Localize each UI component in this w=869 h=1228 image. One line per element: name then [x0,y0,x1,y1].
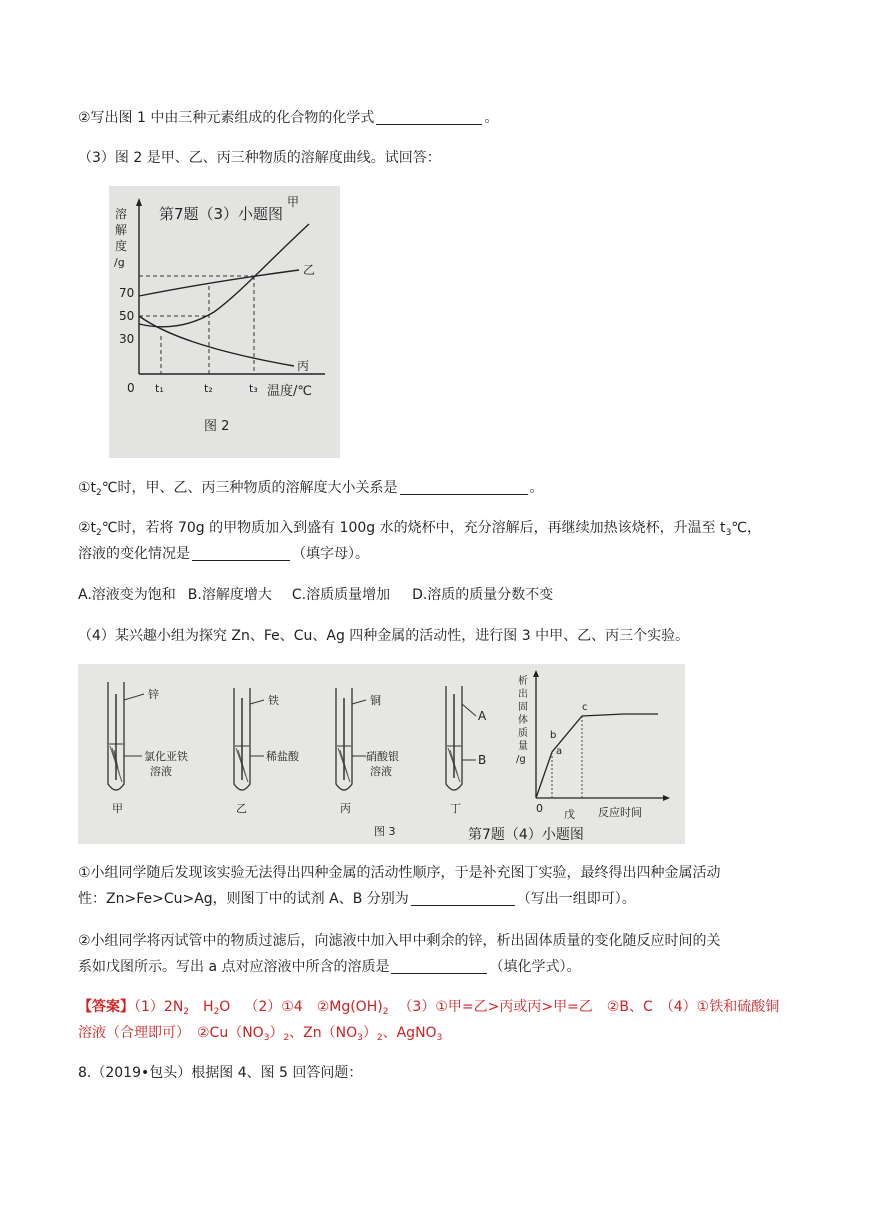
answer-blank[interactable] [376,109,482,125]
question-3-1: $①t_2℃$时，甲、乙、丙三种物质的溶解度大小关系是 。 [78,480,544,498]
figure-3-experiments [78,664,685,844]
option-d: D.溶质的质量分数不变 [412,587,554,603]
x-tick-t1: t₁ [155,382,164,395]
answer-line-1: 【答案】$(1)2N_2$ $H_2O$ （2）①4 $②Mg(OH)_2$ （3）①甲=乙>丙或丙>甲=乙 ②B、C （4）①铁和硫酸铜 [78,999,780,1017]
graph-y-label-char: 出 [518,689,528,700]
y-label-char: 溶 [115,207,128,221]
graph-x-label: 反应时间 [598,806,642,819]
graph-name: 戊 [564,808,575,821]
tube-jia-top-label: 锌 [148,688,159,701]
question-2-2: ②写出图 1 中由三种元素组成的化合物的化学式 。 [78,110,499,126]
curve-jia [139,224,309,327]
figure-2-caption: 图 2 [204,419,230,434]
y-tick-50: 50 [119,309,135,323]
tube-bing-side-label: 硝酸银 [366,750,399,763]
question-3-intro: （3）图 2 是甲、乙、丙三种物质的溶解度曲线。试回答： [78,150,441,166]
graph-y-label-char: /g [516,754,526,765]
tube-jia-name: 甲 [112,802,123,815]
question-4-intro: （4）某兴趣小组为探究 Zn、Fe、Cu、Ag 四种金属的活动性，进行图 3 中甲、乙、丙三个实验。 [78,628,690,644]
tube-jia-side-label-2: 溶液 [150,765,172,778]
figure-3-caption: 图 3 [374,825,396,838]
figure-2-solubility-chart [109,186,340,458]
question-4-1-line1: ①小组同学随后发现该实验无法得出四种金属的活动性顺序，于是补充图丁实验，最终得出四种金属活动 [78,865,721,881]
graph-y-label-char: 体 [518,715,528,726]
question-4-2-line1: ②小组同学将丙试管中的物质过滤后，向滤液中加入甲中剩余的锌，析出固体质量的变化随反应时间的关 [78,933,721,949]
tube-bing-top-label: 铜 [370,694,381,707]
curve-label-bing: 丙 [297,359,310,373]
test-tube-jia [108,682,144,790]
curve-yi [139,270,299,296]
x-tick-t2: t₂ [204,382,213,395]
graph-point-b: b [550,730,557,741]
curve-bing [139,316,294,366]
question-8: 8.（2019•包头）根据图 4、图 5 回答问题： [78,1065,363,1081]
y-label-char: 解 [115,223,128,237]
y-label-char: /g [114,256,125,269]
answer-blank[interactable] [391,958,487,974]
tube-bing-side-label-2: 溶液 [370,765,392,778]
question-3-2-line2: 溶液的变化情况是 （填字母）。 [78,546,369,562]
figure-2-title: 第7题（3）小题图 [158,205,284,223]
answer-blank[interactable] [400,479,528,495]
graph-point-a: a [556,746,563,757]
question-4-2-line2: 系如戊图所示。写出 a 点对应溶液中所含的溶质是 （填化学式）。 [78,959,581,975]
tube-ding-name: 丁 [450,802,461,815]
answer-tag: 【答案】 [78,999,134,1015]
origin-label: 0 [127,381,135,395]
graph-y-label-char: 质 [518,728,528,739]
tube-yi-name: 乙 [236,802,247,815]
option-c: C.溶质质量增加 [291,587,391,603]
test-tube-ding [446,686,476,790]
q2-2-text: ②写出图 1 中由三种元素组成的化合物的化学式 [78,110,375,126]
option-b: B.溶解度增大 [187,587,272,603]
figure-3-title: 第7题（4）小题图 [468,827,584,843]
tube-ding-label-b: B [478,753,487,767]
question-4-1-line2: 性：Zn>Fe>Cu>Ag，则图丁中的试剂 A、B 分别为 （写出一组即可）。 [78,891,636,907]
option-a: A.溶液变为饱和 [78,587,176,603]
y-tick-30: 30 [119,332,135,346]
test-tube-yi [234,688,264,790]
answer-blank[interactable] [411,890,515,906]
answer-line-2: 溶液（合理即可） $②Cu(NO_3)_2$、$Zn(NO_3)_2$、AgNO$_3$ [78,1025,443,1043]
x-tick-t3: t₃ [249,382,258,395]
question-3-2-line1: $②t_2℃$时，若将 70g 的甲物质加入到盛有 100g 水的烧杯中，充分溶解后，再继续加热该烧杯，升温至 $t_3℃$， [78,520,762,538]
graph-y-label-char: 析 [518,676,528,687]
tube-yi-top-label: 铁 [268,694,279,707]
curve-label-jia: 甲 [287,195,300,209]
tube-ding-label-a: A [478,709,487,723]
x-axis-label: 温度/℃ [267,384,312,399]
y-tick-70: 70 [119,286,135,300]
tube-bing-name: 丙 [340,802,351,815]
graph-point-c: c [582,702,588,713]
answer-blank[interactable] [192,545,290,561]
y-axis-arrow [136,198,142,206]
curve-label-yi: 乙 [303,263,316,277]
graph-y-label-char: 量 [518,741,528,752]
test-tube-bing [336,688,366,790]
graph-origin: 0 [536,802,543,815]
question-3-options [78,585,553,605]
y-label-char: 度 [115,239,128,253]
tube-yi-side-label: 稀盐酸 [266,750,299,763]
graph-y-label-char: 固 [518,702,528,713]
tube-jia-side-label: 氯化亚铁 [144,750,188,763]
